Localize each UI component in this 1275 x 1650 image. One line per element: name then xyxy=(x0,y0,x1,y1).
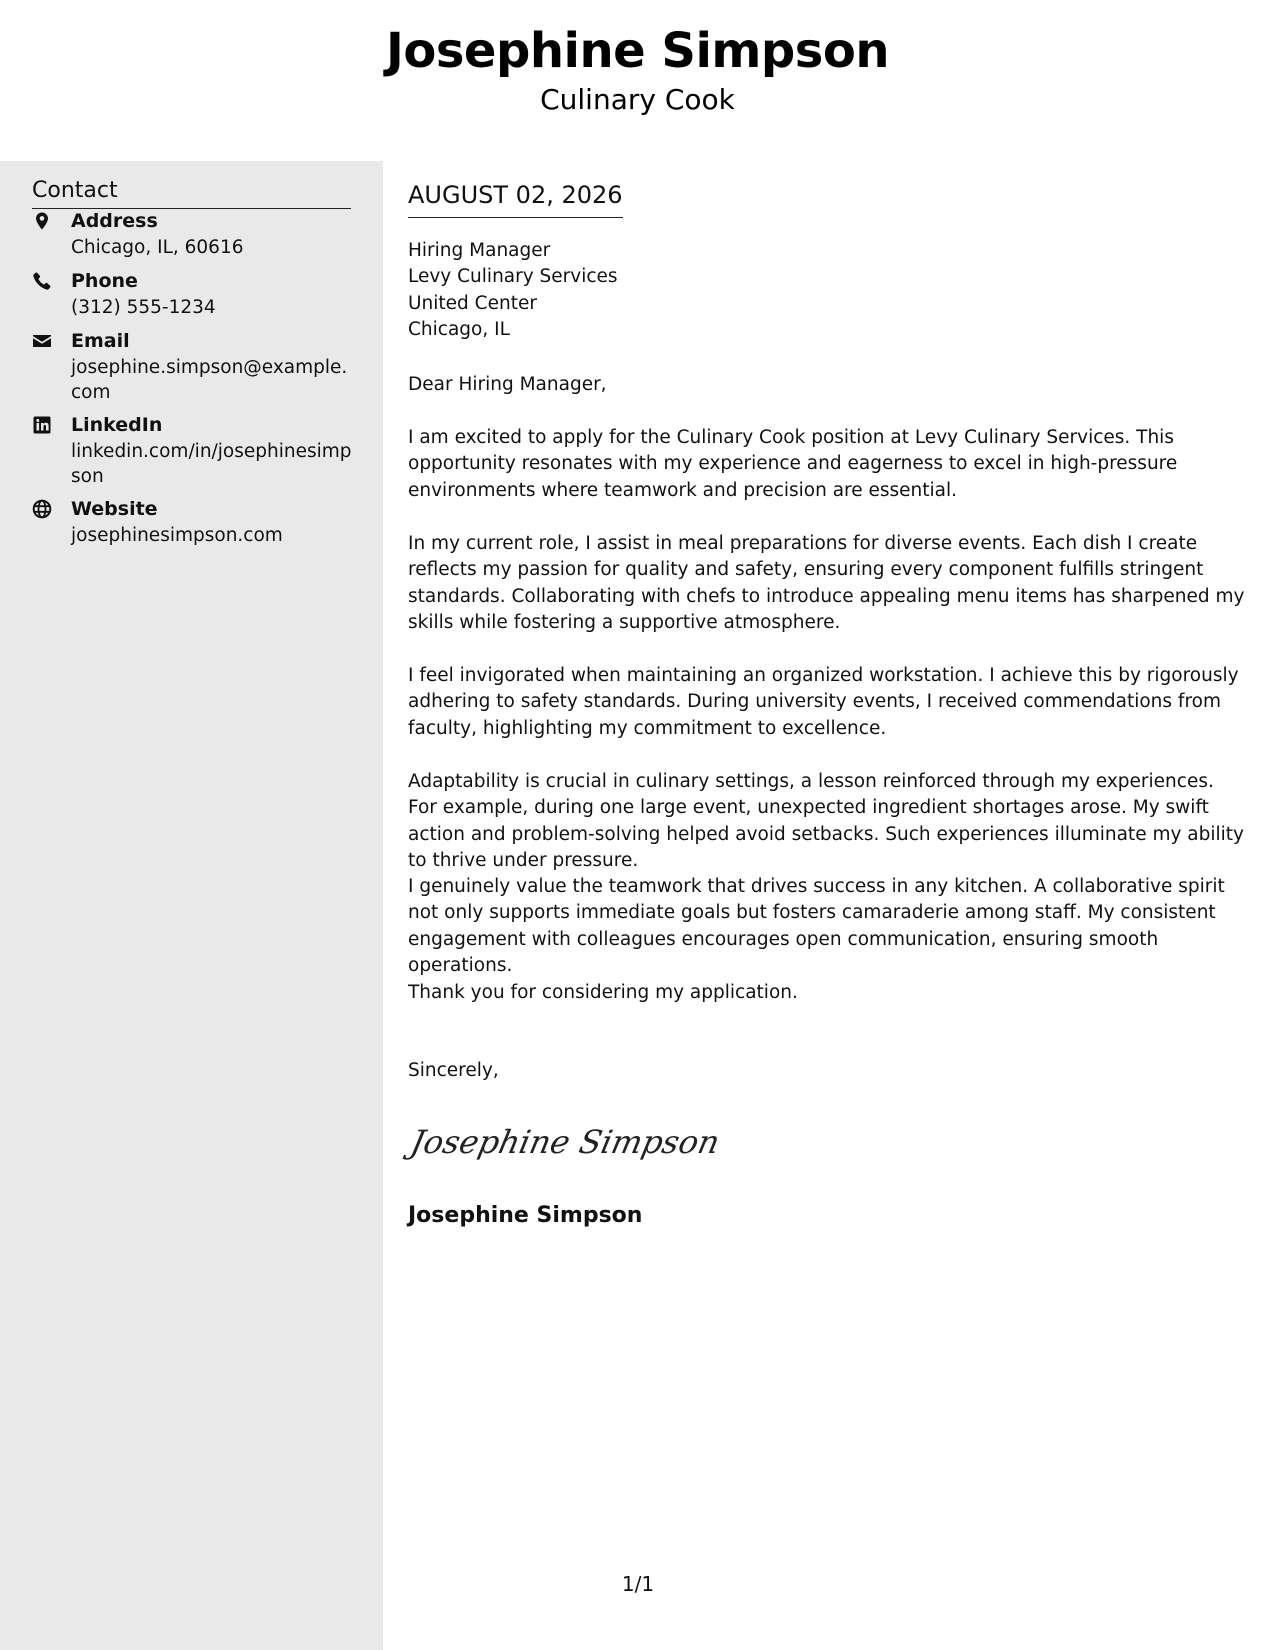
applicant-title: Culinary Cook xyxy=(540,83,735,116)
contact-label-address: Address xyxy=(71,210,158,232)
contact-value-website[interactable]: josephinesimpson.com xyxy=(71,525,283,546)
body-paragraph: I genuinely value the teamwork that drives success in any kitchen. A collaborative spirit not only supports immediate goals but fosters camaraderie among staff. My consistent engagement with colleagues encourages open communication, ensuring smooth operations. xyxy=(408,876,1225,977)
contact-sidebar xyxy=(0,161,383,1650)
contact-value-address: Chicago, IL, 60616 xyxy=(71,237,244,258)
letter-header xyxy=(0,0,1275,160)
globe-icon xyxy=(32,499,56,521)
recipient-line: Chicago, IL xyxy=(408,319,510,341)
body-paragraph: I feel invigorated when maintaining an organized workstation. I achieve this by rigorously adhering to safety standards. During university events, I received commendations from faculty, highlighting my commitment to excellence. xyxy=(408,665,1239,739)
page-number: 1/1 xyxy=(621,1572,655,1596)
salutation: Dear Hiring Manager, xyxy=(408,374,607,395)
envelope-icon xyxy=(32,331,56,353)
phone-icon xyxy=(32,271,56,293)
body-paragraph: In my current role, I assist in meal preparations for diverse events. Each dish I create reflects my passion for quality and safety, ensuring every component fulfills stringent standards. Collaborating with chefs to introduce appealing menu items has sharpened my skills while fostering a supportive atmosphere. xyxy=(408,533,1245,634)
body-paragraph: Adaptability is crucial in culinary settings, a lesson reinforced through my experiences. For example, during one large event, unexpected ingredient shortages arose. My swift action and problem-solving helped avoid setbacks. Such experiences illuminate my ability to thrive under pressure. xyxy=(408,771,1245,872)
contact-label-email: Email xyxy=(71,330,130,352)
contact-label-phone: Phone xyxy=(71,270,138,292)
contact-value-linkedin[interactable]: linkedin.com/in/josephinesimpson xyxy=(71,441,352,487)
letter-date: AUGUST 02, 2026 xyxy=(408,179,623,218)
body-paragraph: I am excited to apply for the Culinary Cook position at Levy Culinary Services. This opportunity resonates with my experience and eagerness to excel in high-pressure environments where teamwork and precision are essential. xyxy=(408,427,1178,501)
closing: Sincerely, xyxy=(408,1060,499,1081)
contact-label-linkedin: LinkedIn xyxy=(71,414,163,436)
body-paragraph: Thank you for considering my application. xyxy=(408,982,798,1003)
linkedin-icon xyxy=(32,415,56,437)
recipient-block xyxy=(408,238,618,344)
contact-heading: Contact xyxy=(32,176,351,209)
recipient-line: Hiring Manager xyxy=(408,240,551,261)
map-pin-icon xyxy=(32,211,56,233)
signer-name: Josephine Simpson xyxy=(408,1203,643,1228)
recipient-line: United Center xyxy=(408,292,537,314)
applicant-name: Josephine Simpson xyxy=(386,23,889,79)
contact-value-email[interactable]: josephine.simpson@example.com xyxy=(71,357,348,403)
contact-label-website: Website xyxy=(71,498,158,520)
recipient-line: Levy Culinary Services xyxy=(408,266,618,288)
svg-text:Josephine Simpson: Josephine Simpson xyxy=(407,1123,724,1161)
handwritten-signature xyxy=(407,1111,724,1171)
contact-value-phone: (312) 555-1234 xyxy=(71,297,216,318)
